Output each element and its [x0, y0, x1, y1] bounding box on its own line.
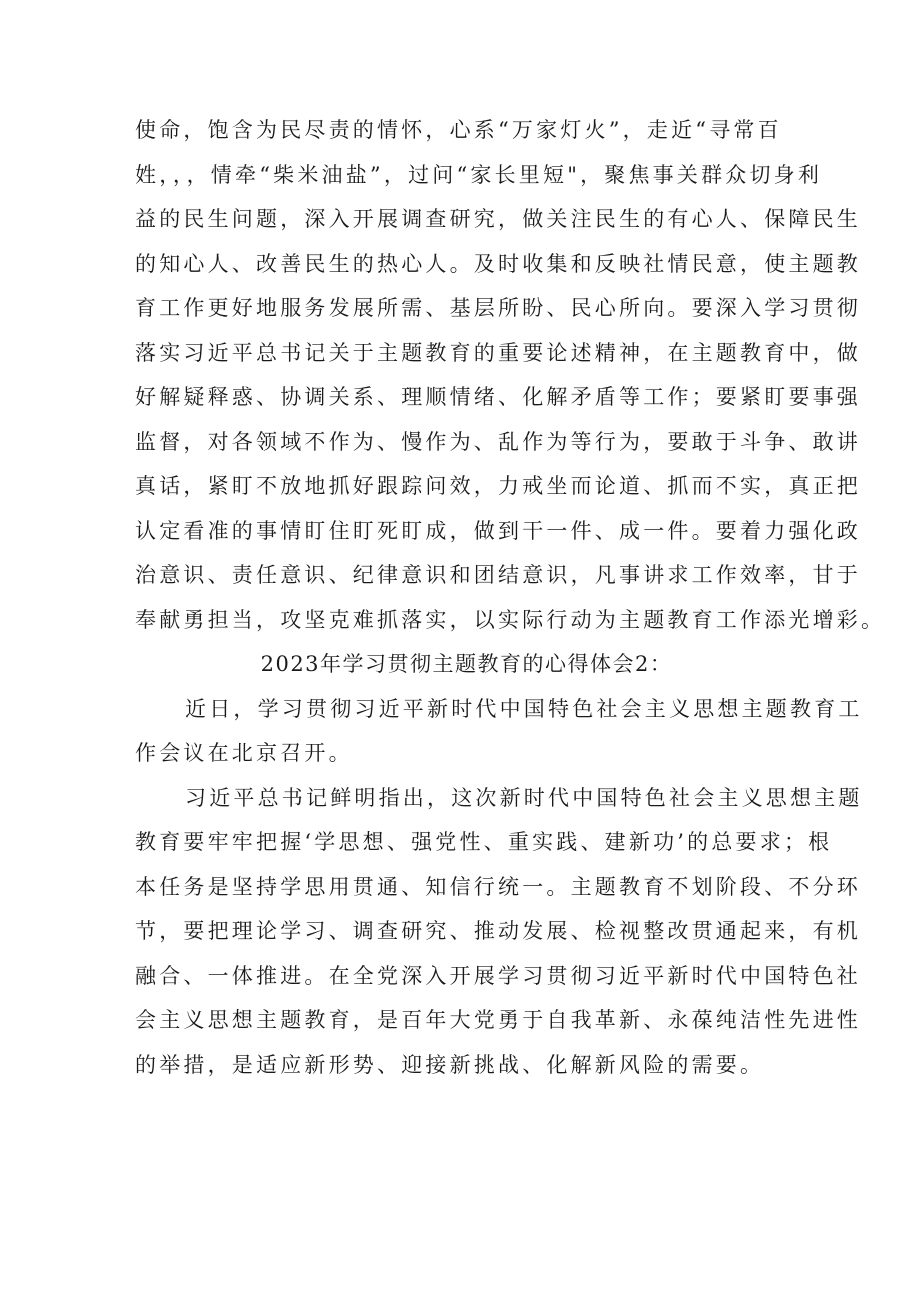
text-line: 认定看准的事情盯住盯死盯成，做到干一件、成一件。要着力强化政 [135, 518, 861, 543]
text-line: 治意识、责任意识、纪律意识和团结意识，凡事讲求工作效率，甘于 [135, 563, 861, 587]
text-line: 习近平总书记鲜明指出，这次新时代中国特色社会主义思想主题 [185, 785, 863, 810]
text-line: 本任务是坚持学思用贯通、知信行统一。主题教育不划阶段、不分环 [135, 874, 861, 899]
text-line: 真话，紧盯不放地抓好跟踪问效，力戒坐而论道、抓而不实，真正把 [135, 474, 861, 498]
text-line: 作会议在北京召开。 [135, 741, 353, 765]
paragraph-2 [135, 687, 863, 776]
text-line: 育工作更好地服务发展所需、基层所盼、民心所向。要深入学习贯彻 [135, 296, 861, 320]
text-line: 的举措，是适应新形势、迎接新挑战、化解新风险的需要。 [135, 1052, 765, 1077]
text-line: 节，要把理论学习、调查研究、推动发展、检视整改贯通起来，有机 [135, 919, 861, 943]
document-page [135, 108, 886, 1087]
text-line: 好解疑释惑、协调关系、理顺情绪、化解矛盾等工作；要紧盯要事强 [135, 385, 861, 409]
text-line: 会主义思想主题教育，是百年大党勇于自我革新、永葆纯洁性先进性 [135, 1008, 861, 1032]
text-line: 使命，饱含为民尽责的情怀，心系“万家灯火”，走近“寻常百 [135, 118, 782, 142]
paragraph-1 [135, 108, 886, 642]
text-line: 教育要牢牢把握‘学思想、强党性、重实践、建新功’的总要求；根 [135, 830, 833, 854]
text-line: 奉献勇担当，攻坚克难抓落实，以实际行动为主题教育工作添光增彩。 [135, 607, 886, 632]
text-line: 落实习近平总书记关于主题教育的重要论述精神，在主题教育中，做 [135, 340, 861, 365]
text-line: 姓，，，情牵“柴米油盐”，过问“家长里短"，聚焦事关群众切身利 [135, 162, 823, 187]
section-heading: 2023年学习贯彻主题教育的心得体会2： [260, 652, 673, 676]
text-line: 融合、一体推进。在全党深入开展学习贯彻习近平新时代中国特色社 [135, 963, 861, 988]
text-line: 益的民生问题，深入开展调查研究，做关注民生的有心人、保障民生 [135, 207, 861, 231]
text-line: 的知心人、改善民生的热心人。及时收集和反映社情民意，使主题教 [135, 251, 861, 276]
paragraph-3 [135, 776, 863, 1088]
text-line: 近日，学习贯彻习近平新时代中国特色社会主义思想主题教育工 [185, 696, 863, 721]
text-line: 监督，对各领域不作为、慢作为、乱作为等行为，要敢于斗争、敢讲 [135, 429, 861, 454]
